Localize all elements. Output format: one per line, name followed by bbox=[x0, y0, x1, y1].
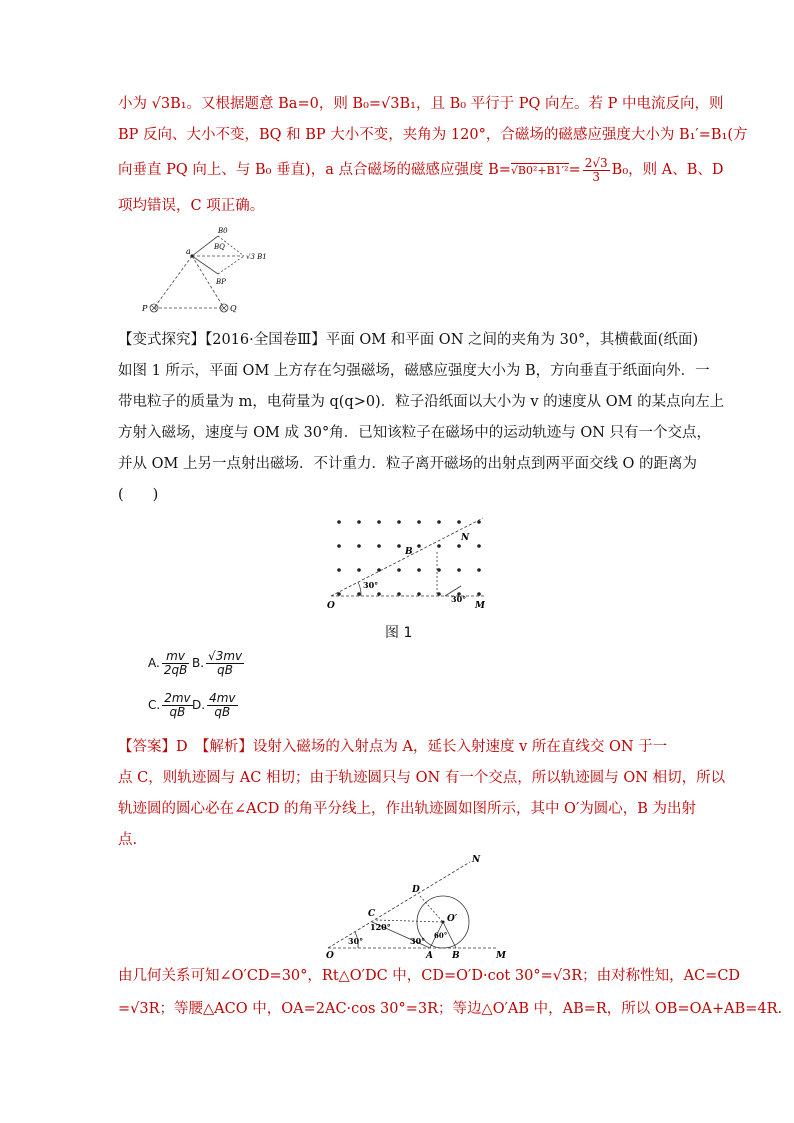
line-d-oprime bbox=[420, 896, 443, 922]
field-dot bbox=[457, 544, 461, 548]
field-dot bbox=[417, 520, 421, 524]
label-c: C bbox=[368, 909, 376, 919]
label-a: a bbox=[186, 247, 191, 256]
option-b bbox=[192, 650, 246, 677]
label-q: Q bbox=[230, 304, 237, 313]
field-dot bbox=[417, 592, 421, 596]
option-c bbox=[148, 692, 195, 719]
option-b-numerator: √3mv bbox=[208, 649, 243, 663]
answer-line-3: 轨迹圆的圆心必在∠ACD 的角平分线上，作出轨迹圆如图所示，其中 O′为圆心，B 为出射 bbox=[118, 801, 697, 817]
fraction-2sqrt3-over-3 bbox=[583, 157, 610, 184]
field-dot bbox=[477, 520, 481, 524]
parallelogram-side-2 bbox=[218, 256, 244, 274]
line-a-p bbox=[154, 256, 192, 308]
label-b-2: B bbox=[452, 951, 460, 960]
label-o: O bbox=[327, 601, 335, 611]
field-dot bbox=[357, 520, 361, 524]
answer-line-2: 点 C，则轨迹圆与 AC 相切；由于轨迹圆只与 ON 有一个交点，所以轨迹圆与 ON 相切，所以 bbox=[118, 770, 726, 786]
answer-line-1: 【答案】D 【解析】设射入磁场的入射点为 A，延长入射速度 v 所在直线交 ON 于一 bbox=[118, 739, 668, 755]
label-b: B bbox=[405, 547, 413, 557]
solution-line-3b: B₀，则 A、B、D bbox=[611, 162, 724, 178]
problem-line-6: ( ) bbox=[118, 487, 159, 503]
option-d-numerator: 4mv bbox=[209, 691, 236, 705]
field-dot bbox=[477, 592, 481, 596]
problem-line-2: 如图 1 所示，平面 OM 上方存在匀强磁场，磁感应强度大小为 B，方向垂直于纸面向外．一 bbox=[118, 363, 710, 379]
field-dot bbox=[477, 544, 481, 548]
solution-line-1: 小为 √3B₁。又根据题意 Ba=0，则 B₀=√3B₁，且 B₀ 平行于 PQ 向左。若 P 中电流反向，则 bbox=[118, 96, 724, 112]
plane-on bbox=[331, 518, 483, 596]
field-dot bbox=[377, 520, 381, 524]
label-d: D bbox=[412, 885, 420, 895]
solution-line-3 bbox=[118, 156, 724, 185]
field-dot bbox=[397, 520, 401, 524]
answer-line-4: 点. bbox=[118, 832, 138, 848]
label-bq: BQ bbox=[214, 243, 225, 251]
field-dot bbox=[357, 568, 361, 572]
label-angle-30-right: 30° bbox=[451, 594, 467, 604]
field-dot bbox=[437, 568, 441, 572]
problem-line-1: 【变式探究】【2016·全国卷Ⅲ】平面 OM 和平面 ON 之间的夹角为 30°，其横截面(纸面) bbox=[118, 332, 699, 348]
field-dot bbox=[397, 568, 401, 572]
field-dot bbox=[377, 592, 381, 596]
trajectory-diagram bbox=[318, 852, 518, 960]
center-oprime bbox=[442, 921, 445, 924]
field-dot bbox=[477, 568, 481, 572]
option-a-numerator: mv bbox=[162, 650, 189, 664]
field-dot bbox=[357, 544, 361, 548]
field-dot bbox=[337, 568, 341, 572]
option-c-numerator: 2mv bbox=[164, 691, 191, 705]
label-p: P bbox=[142, 304, 148, 313]
final-line-1: 由几何关系可知∠O′CD=30°，Rt△O′DC 中，CD=O′D·cot 30°=√3R；由对称性知，AC=CD bbox=[118, 968, 741, 984]
sqrt-expression: √B0²+B1′² bbox=[510, 164, 569, 177]
point-a bbox=[190, 254, 193, 257]
label-m-2: M bbox=[496, 951, 506, 960]
option-d-denominator: qB bbox=[214, 705, 231, 719]
label-o-2: O bbox=[326, 951, 334, 960]
equals-sign: = bbox=[568, 162, 581, 178]
figure-1-caption: 图 1 bbox=[385, 625, 413, 641]
fraction-numerator: 2√3 bbox=[584, 155, 608, 170]
field-dot bbox=[417, 544, 421, 548]
field-dot bbox=[457, 568, 461, 572]
solution-line-2: BP 反向、大小不变，BQ 和 BP 大小不变，夹角为 120°，合磁场的磁感应强度大小为 B₁′=B₁(方 bbox=[118, 127, 748, 143]
option-b-denominator: qB bbox=[217, 663, 234, 677]
vector-diagram bbox=[140, 222, 300, 322]
field-dot bbox=[337, 520, 341, 524]
label-angle-30-left: 30° bbox=[363, 580, 379, 590]
option-c-denominator: qB bbox=[169, 705, 186, 719]
option-a bbox=[148, 650, 191, 677]
final-line-2: =√3R；等腰△ACO 中，OA=2AC·cos 30°=3R；等边△O′AB 中，AB=R，所以 OB=OA+AB=4R. bbox=[118, 1001, 783, 1017]
field-dot bbox=[397, 592, 401, 596]
label-angle-120: 120° bbox=[370, 922, 391, 932]
field-dot bbox=[437, 544, 441, 548]
field-dot bbox=[437, 520, 441, 524]
problem-line-4: 方射入磁场，速度与 OM 成 30°角．已知该粒子在磁场中的运动轨迹与 ON 只有一个交点， bbox=[118, 425, 712, 441]
label-angle-60: 60° bbox=[434, 931, 448, 940]
option-a-denominator: 2qB bbox=[163, 663, 188, 677]
fraction-denominator: 3 bbox=[592, 169, 601, 184]
vector-bp bbox=[192, 256, 218, 274]
option-b-label: B. bbox=[192, 656, 205, 670]
label-a-2: A bbox=[426, 951, 433, 960]
problem-line-3: 带电粒子的质量为 m，电荷量为 q(q>0)．粒子沿纸面以大小为 v 的速度从 OM 的某点向左上 bbox=[118, 394, 725, 410]
label-angle-30-o: 30° bbox=[348, 936, 364, 946]
label-bp: BP bbox=[216, 278, 226, 286]
solution-line-4: 项均错误，C 项正确。 bbox=[118, 198, 265, 214]
label-m: M bbox=[475, 601, 485, 611]
field-dot bbox=[377, 568, 381, 572]
label-oprime: O′ bbox=[447, 914, 458, 924]
label-sqrt3b1: √3 B1 bbox=[246, 253, 267, 261]
problem-line-5: 并从 OM 上另一点射出磁场．不计重力．粒子离开磁场的出射点到两平面交线 O 的距离为 bbox=[118, 456, 698, 472]
option-c-label: C. bbox=[148, 698, 161, 712]
field-dot bbox=[357, 592, 361, 596]
option-d bbox=[192, 692, 240, 719]
option-d-label: D. bbox=[192, 698, 206, 712]
field-dot bbox=[337, 544, 341, 548]
label-n: N bbox=[461, 533, 470, 543]
field-dot bbox=[377, 544, 381, 548]
solution-line-3a: 向垂直 PQ 向上、与 B₀ 垂直)，a 点合磁场的磁感应强度 B= bbox=[118, 162, 511, 178]
label-b0: B0 bbox=[218, 227, 228, 235]
field-dot bbox=[457, 520, 461, 524]
field-dot bbox=[437, 592, 441, 596]
field-dot bbox=[417, 568, 421, 572]
figure-1-magnetic-field bbox=[325, 512, 495, 612]
option-a-label: A. bbox=[148, 656, 160, 670]
field-dot bbox=[397, 544, 401, 548]
label-n-2: N bbox=[472, 855, 481, 865]
label-angle-30-a: 30° bbox=[410, 936, 426, 946]
